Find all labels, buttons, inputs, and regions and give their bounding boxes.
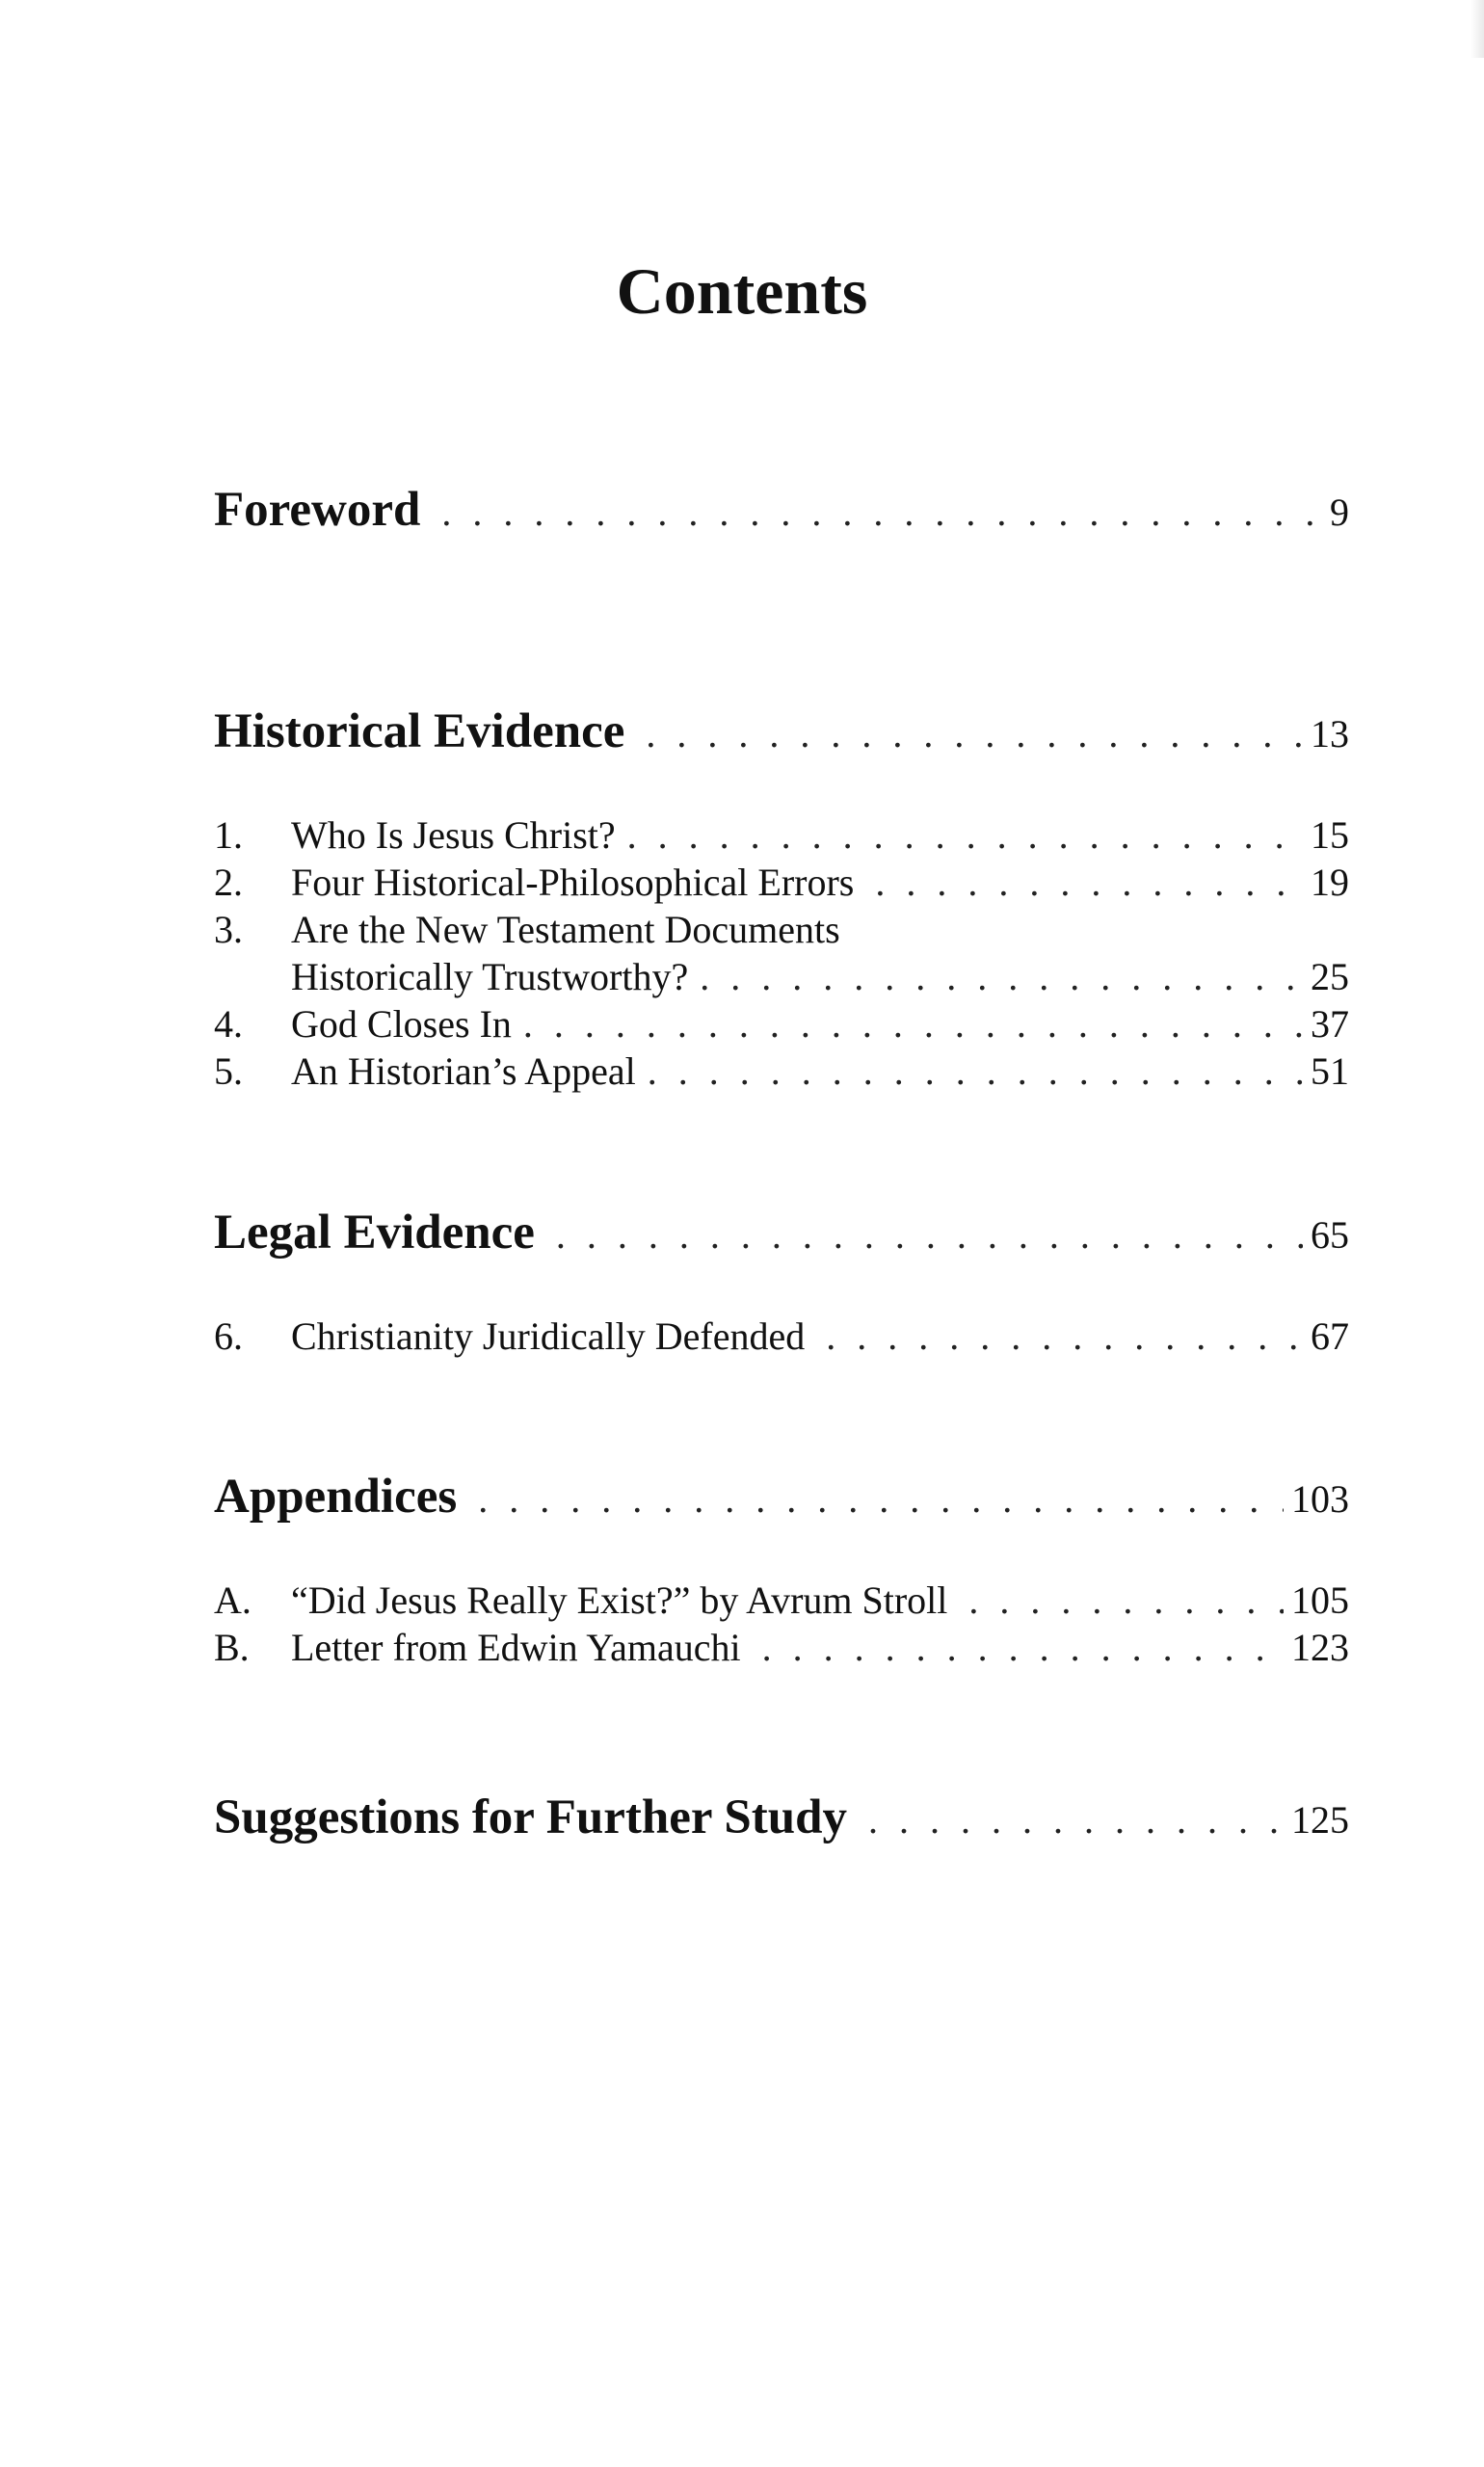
page-number: 13 xyxy=(1311,712,1349,756)
section-label: Appendices xyxy=(214,1470,458,1524)
toc-section-appendices[interactable] xyxy=(214,1469,1349,1525)
entry-label: Who Is Jesus Christ? xyxy=(291,813,616,857)
page-number: 37 xyxy=(1311,1002,1349,1046)
leader-dots xyxy=(826,1313,1303,1359)
toc-entry-2[interactable] xyxy=(214,860,1349,905)
toc-entry-b[interactable] xyxy=(214,1625,1349,1670)
leader-dots xyxy=(646,711,1303,756)
page-number: 25 xyxy=(1311,955,1349,998)
entry-number: 1. xyxy=(214,813,243,857)
leader-dots xyxy=(875,860,1303,905)
page-number: 67 xyxy=(1311,1314,1349,1358)
leader-dots xyxy=(968,1578,1284,1623)
entry-number: A. xyxy=(214,1578,252,1622)
toc-entry-a[interactable] xyxy=(214,1578,1349,1623)
toc-section-further-study[interactable] xyxy=(214,1790,1349,1845)
entry-number: 5. xyxy=(214,1049,243,1093)
page-number: 103 xyxy=(1291,1477,1349,1521)
toc-entry-3-line-2[interactable] xyxy=(214,954,1349,999)
toc-section-historical-evidence[interactable] xyxy=(214,703,1349,759)
entry-number: 6. xyxy=(214,1314,243,1358)
leader-dots xyxy=(627,812,1303,858)
entry-label: Letter from Edwin Yamauchi xyxy=(291,1626,741,1669)
toc-section-legal-evidence[interactable] xyxy=(214,1205,1349,1260)
page-number: 19 xyxy=(1311,861,1349,904)
page-number: 123 xyxy=(1291,1626,1349,1669)
leader-dots xyxy=(700,954,1303,999)
page-number: 9 xyxy=(1330,491,1349,534)
leader-dots xyxy=(478,1476,1284,1522)
toc-entry-3-line-1[interactable] xyxy=(214,907,1349,952)
page-title: Contents xyxy=(616,254,868,328)
entry-label: Are the New Testament Documents xyxy=(291,908,840,951)
section-label: Foreword xyxy=(214,483,421,537)
toc-entry-5[interactable] xyxy=(214,1048,1349,1094)
page-number: 51 xyxy=(1311,1049,1349,1093)
toc-entry-6[interactable] xyxy=(214,1313,1349,1359)
page-number: 15 xyxy=(1311,813,1349,857)
entry-label: “Did Jesus Really Exist?” by Avrum Stroll xyxy=(291,1578,948,1622)
entry-label: God Closes In xyxy=(291,1002,512,1046)
toc-section-foreword[interactable] xyxy=(214,482,1349,538)
section-label: Suggestions for Further Study xyxy=(214,1791,847,1844)
entry-label: Four Historical-Philosophical Errors xyxy=(291,861,855,904)
entry-label: An Historian’s Appeal xyxy=(291,1049,636,1093)
page-edge-shadow xyxy=(1471,0,1484,58)
page-number: 125 xyxy=(1291,1798,1349,1842)
toc-entry-4[interactable] xyxy=(214,1001,1349,1047)
entry-number: B. xyxy=(214,1626,250,1669)
page-number: 65 xyxy=(1311,1213,1349,1257)
entry-number: 3. xyxy=(214,908,243,951)
leader-dots xyxy=(648,1048,1303,1094)
entry-label: Christianity Juridically Defended xyxy=(291,1314,806,1358)
section-label: Legal Evidence xyxy=(214,1206,535,1260)
leader-dots xyxy=(868,1797,1284,1843)
entry-number: 4. xyxy=(214,1002,243,1046)
page-number: 105 xyxy=(1291,1578,1349,1622)
leader-dots xyxy=(441,490,1322,535)
section-label: Historical Evidence xyxy=(214,704,625,758)
entry-number: 2. xyxy=(214,861,243,904)
toc-entry-1[interactable] xyxy=(214,812,1349,858)
leader-dots xyxy=(762,1625,1284,1670)
entry-label-continued: Historically Trustworthy? xyxy=(291,955,689,998)
leader-dots xyxy=(523,1001,1303,1047)
leader-dots xyxy=(556,1212,1303,1258)
